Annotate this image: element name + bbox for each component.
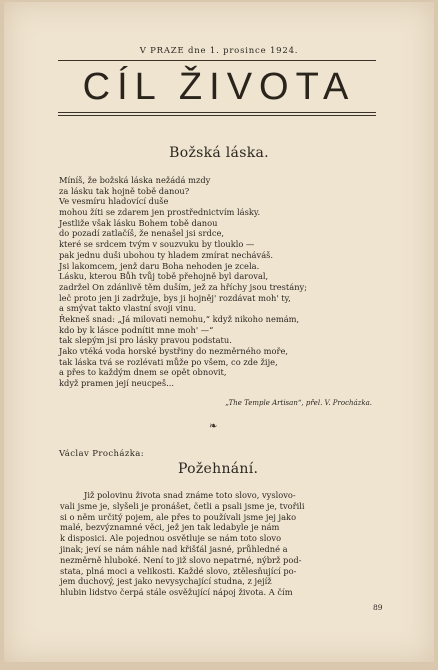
article-line: jinak; jeví se nám náhle nad křišťál jasné, průhledné a [60, 543, 288, 554]
poem-line: Lásku, kterou Bůh tvůj tobě přehojně byl daroval, [59, 271, 269, 282]
article-title: Požehnání. [178, 461, 259, 477]
article-body [60, 490, 378, 598]
poem-line: Jestliže však lásku Bohem tobě danou [59, 217, 218, 228]
poem-body [59, 175, 379, 389]
poem-line: a smývat takto vlastní svoji vinu. [59, 303, 197, 314]
article-line: vali jsme je, slyšeli je pronášet, četli a psali jsme je, tvořili [60, 500, 305, 511]
masthead-title: CÍL ŽIVOTA [82, 66, 356, 108]
masthead-top-rule [58, 60, 376, 61]
poem-title: Božská láska. [169, 145, 269, 161]
poem-line: tak slepým jsi pro lásky pravou podstatu. [59, 335, 232, 346]
poem-line: a přes to každým dnem se opět obnovit, [59, 367, 227, 378]
poem-line: Míníš, že božská láska nežádá mzdy [59, 175, 211, 185]
poem-line: když pramen její neucpeš... [59, 378, 174, 389]
article-line: jem duchový, jest jako nevysychající studna, z jejíž [60, 576, 272, 587]
poem-line: mohou žíti se zdarem jen prostřednictvím lásky. [59, 207, 261, 218]
poem-line: Jako vtéká voda horské bystřiny do nezměrného moře, [59, 346, 288, 356]
newspaper-page [4, 2, 434, 662]
article-line: hlubin lidstvo čerpá stále osvěžující nápoj života. A čím [60, 587, 293, 598]
poem-line: leč proto jen ji zadržuje, bys ji hojněj' rozdávat moh' ty, [59, 292, 291, 303]
poem-line: Jsi lakomcem, jenž daru Boha nehoden je zcela. [59, 260, 260, 271]
poem-line: Ve vesmíru hladovící duše [59, 196, 169, 207]
poem-line: tak láska tvá se rozlévati může po všem, co zde žije, [59, 356, 278, 367]
article-line: Již polovinu života snad známe toto slovo, vyslovo- [84, 490, 296, 500]
article-line: si o něm určitý pojem, ale přes to používali jsme jej jako [60, 511, 297, 522]
article-line: k disposici. Ale pojednou osvětluje se nám toto slovo [60, 533, 282, 544]
article-line: nezměrně hluboké. Není to již slovo nepatrné, nýbrž pod- [60, 554, 302, 565]
poem-line: za lásku tak hojně tobě danou? [59, 185, 190, 196]
article-author: Václav Procházka: [59, 449, 145, 459]
poem-line: Řekneš snad: „Já milovati nemohu,“ když nikoho nemám, [59, 313, 300, 324]
poem-line: pak jednu duši ubohou ty hladem zmírat necháváš. [59, 249, 274, 260]
masthead-bottom-rule-2 [58, 115, 376, 116]
poem-credit: „The Temple Artisan“, přel. V. Procházka. [225, 399, 372, 407]
article-line: stata, plná moci a velikosti. Každé slovo, ztělesňující po- [60, 565, 297, 576]
poem-line: zadržel On zdánlivě těm duším, jež za hříchy jsou trestány; [59, 281, 308, 292]
poem-line: do pozadí zatlačíš, že nenašel jsi srdce, [59, 228, 225, 239]
poem-line: které se srdcem tvým v souzvuku by tlouklo — [59, 239, 255, 250]
poem-line: kdo by k lásce podnítit mne moh' —“ [59, 324, 214, 335]
dateline: V PRAZE dne 1. prosince 1924. [139, 46, 299, 56]
masthead-bottom-rule [58, 112, 376, 113]
page-number: 89 [373, 603, 383, 612]
article-line: malé, bezvýznamné věci, jež jen tak ledabyle je nám [60, 522, 280, 533]
fleuron-ornament-icon: ❧ [209, 421, 218, 432]
